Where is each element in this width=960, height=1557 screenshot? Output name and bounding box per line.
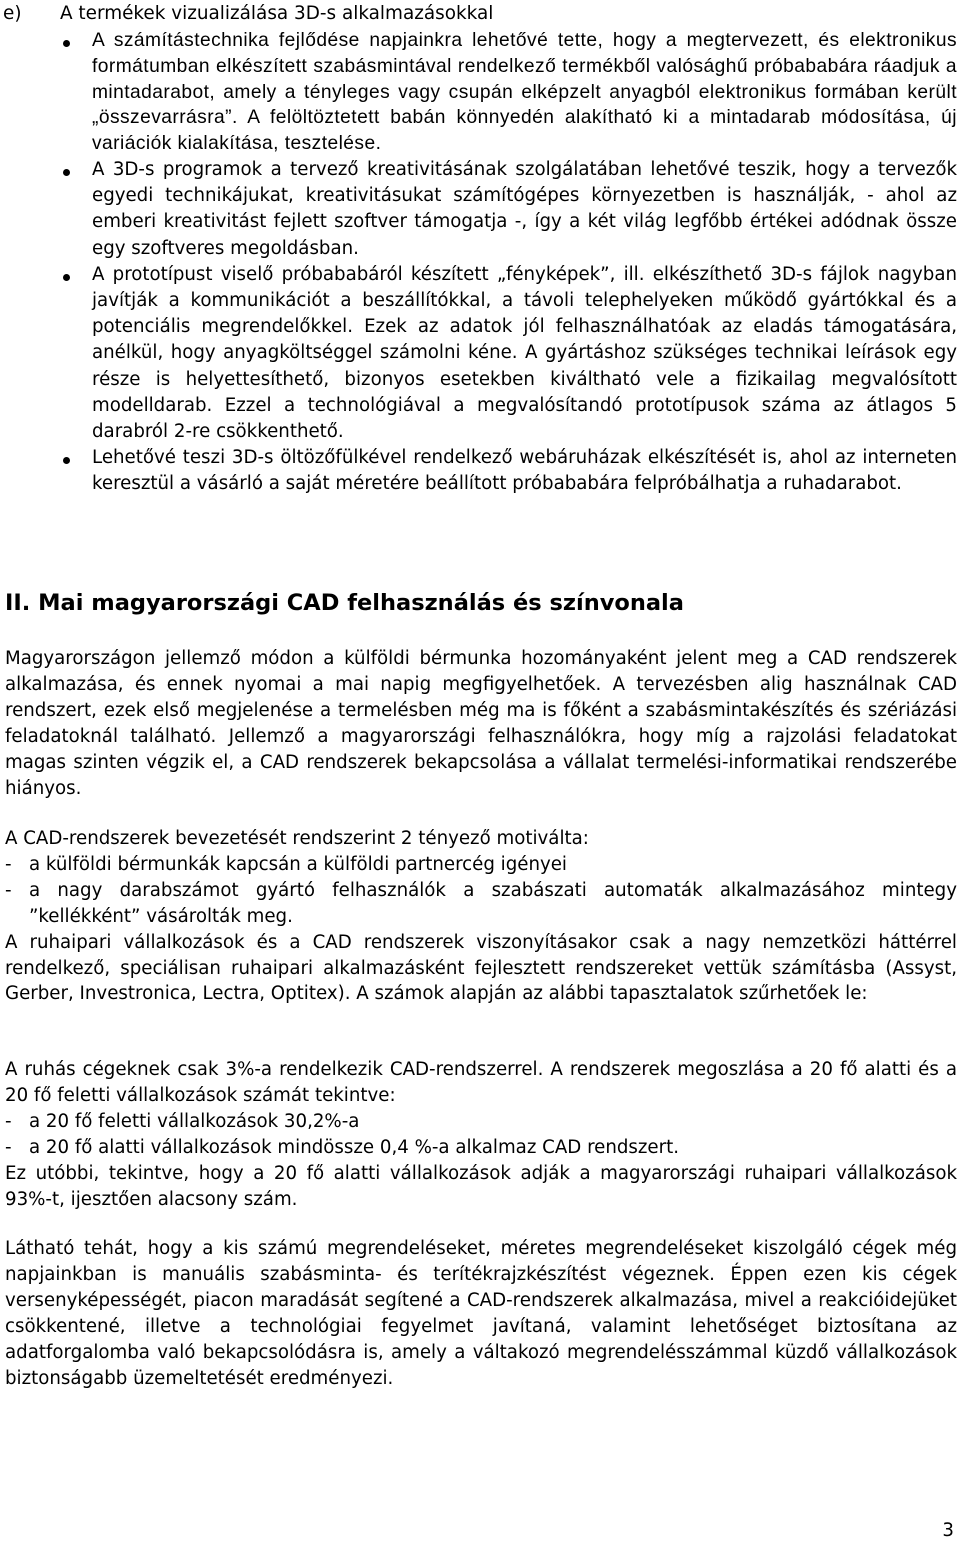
- bullet-item: [3, 28, 957, 157]
- stats-item-text: a 20 fő alatti vállalkozások mindössze 0,4 %-a alkalmaz CAD rendszert.: [29, 1136, 680, 1158]
- paragraph-3: A ruhás cégeknek csak 3%-a rendelkezik CAD-rendszerrel. A rendszerek megoszlása a 20 fő alatti és a 20 fő feletti vállalkozások számát tekintve:: [5, 1059, 957, 1106]
- motivation-item: [5, 852, 957, 878]
- bullet-text: A 3D-s programok a tervező kreativitásának szolgálatában lehetővé teszik, hogy a tervezők egyedi technikájukat, kreativitásukat számítógépes környezetben is használják, - ahol az emberi kreativitást fejlett szoftver támogatja -, így a két világ legfőbb értékei adódnak össze egy szoftveres megoldásban.: [92, 158, 957, 259]
- stats-item: [5, 1135, 957, 1161]
- page-number: 3: [942, 1520, 954, 1541]
- paragraph-1: Magyarországon jellemző módon a külföldi bérmunka hozományaként jelent meg a CAD rendszerek alkalmazása, és ennek nyomai a mai napig megfigyelhetőek. A tervezésben alig használnak CAD rendszert, ezek első megjelenése a termelésben még ma is főként a szabásmintakészítés és szériázási feladatoknál található. Jellemző a magyarországi felhasználókra, hogy míg a rajzolási feladatokat magas szinten végzik el, a CAD rendszerek bekapcsolása a vállalat termelési-informatikai rendszerébe hiányos.: [5, 648, 957, 799]
- dash-marker: -: [5, 853, 12, 875]
- bullet-text: Lehetővé teszi 3D-s öltözőfülkével rendelkező webáruházak elkészítését is, ahol az interneten keresztül a vásárló a saját méretére beállított próbababára felpróbálhatja a ruhadarabot.: [92, 447, 957, 495]
- bullet-icon: [63, 40, 70, 47]
- paragraph-5: Látható tehát, hogy a kis számú megrendeléseket, méretes megrendeléseket kiszolgáló cégek még napjainkban is manuális szabásminta- és terítékrajzkészítést végeznek. Éppen ezen kis cégek versenyképességét, piacon maradását segítené a CAD-rendszerek alkalmazása, mivel a reakcióidejüket csökkentené, illetve a technológiai fegyelmet javítaná, valamint lehetőséget biztosítana az adatforgalomba való bekapcsolódásra is, amely a váltakozó megrendelésszámmal küzdő vállalkozások biztonságabb üzemeltetését eredményezi.: [5, 1238, 957, 1389]
- section-e-heading: [3, 0, 957, 27]
- bullet-icon: [63, 169, 70, 176]
- section-e: [3, 0, 957, 498]
- motivation-item-text: a nagy darabszámot gyártó felhasználók a szabászati automaták alkalmazásához mintegy ”kellékként” vásárolták meg.: [29, 879, 957, 927]
- bullet-text: A prototípust viselő próbababáról készített „fényképek”, ill. elkészíthető 3D-s fájlok nagyban javítják a kommunikációt a beszállítókkal, a távoli telephelyeken működő gyártókkal és a potenciális megrendelőkkel. Ezek az adatok jól felhasználhatóak az eladás támogatására, anélkül, hogy anyagköltséggel számolni kéne. A gyártáshoz szükséges technikai leírások egy része is helyettesíthető, bizonyos esetekben kiváltható vele a fizikailag megvalósított modelldarab. Ezzel a technológiával a megvalósítandó prototípusok száma az átlagos 5 darabról 2-re csökkenthető.: [92, 263, 957, 443]
- paragraph-4: Ez utóbbi, tekintve, hogy a 20 fő alatti vállalkozások adják a magyarországi ruhaipari vállalkozások 93%-t, ijesztően alacsony szám.: [5, 1162, 957, 1210]
- stats-block: [5, 1057, 957, 1212]
- bullet-list: [3, 28, 957, 498]
- bullet-item: [3, 157, 957, 262]
- bullet-icon: [63, 274, 70, 281]
- paragraph-2: A ruhaipari vállalkozások és a CAD rendszerek viszonyításakor csak a nagy nemzetközi háttérrel rendelkező, speciálisan ruhaipari alkalmazásként fejlesztett rendszereket vettük számításba (Assyst, Gerber, Investronica, Lectra, Optitex). A számok alapján az alábbi tapasztalatok szűrhetőek le:: [5, 931, 957, 1005]
- bullet-item: [3, 445, 957, 497]
- bullet-item: [3, 262, 957, 445]
- section-e-title: A termékek vizualizálása 3D-s alkalmazásokkal: [60, 3, 494, 24]
- motivation-block: [5, 826, 957, 1007]
- section-ii-heading: II. Mai magyarországi CAD felhasználás és színvonala: [5, 590, 684, 616]
- bullet-icon: [63, 457, 70, 464]
- motivation-intro: A CAD-rendszerek bevezetését rendszerint 2 tényező motiválta:: [5, 828, 589, 849]
- stats-item: [5, 1109, 957, 1135]
- motivation-item-text: a külföldi bérmunkák kapcsán a külföldi partnercég igényei: [29, 853, 567, 875]
- dash-marker: -: [5, 1110, 12, 1132]
- stats-item-text: a 20 fő feletti vállalkozások 30,2%-a: [29, 1110, 360, 1132]
- dash-marker: -: [5, 879, 12, 901]
- bullet-text: A számítástechnika fejlődése napjainkra lehetővé tette, hogy a megtervezett, és elektronikus formátumban elkészített szabásmintával rendelkező termékből valósághű próbababára ráadjuk a mintadarabot, amely a tényleges vagy csupán elképzelt anyagból elektronikus formában került „összevarrásra”. A felöltöztetett babán könnyedén alakítható ki a mintadarab módosítása, új variációk kialakítása, tesztelése.: [92, 30, 957, 155]
- motivation-item: [5, 878, 957, 930]
- dash-marker: -: [5, 1136, 12, 1158]
- section-e-label: e): [3, 3, 22, 24]
